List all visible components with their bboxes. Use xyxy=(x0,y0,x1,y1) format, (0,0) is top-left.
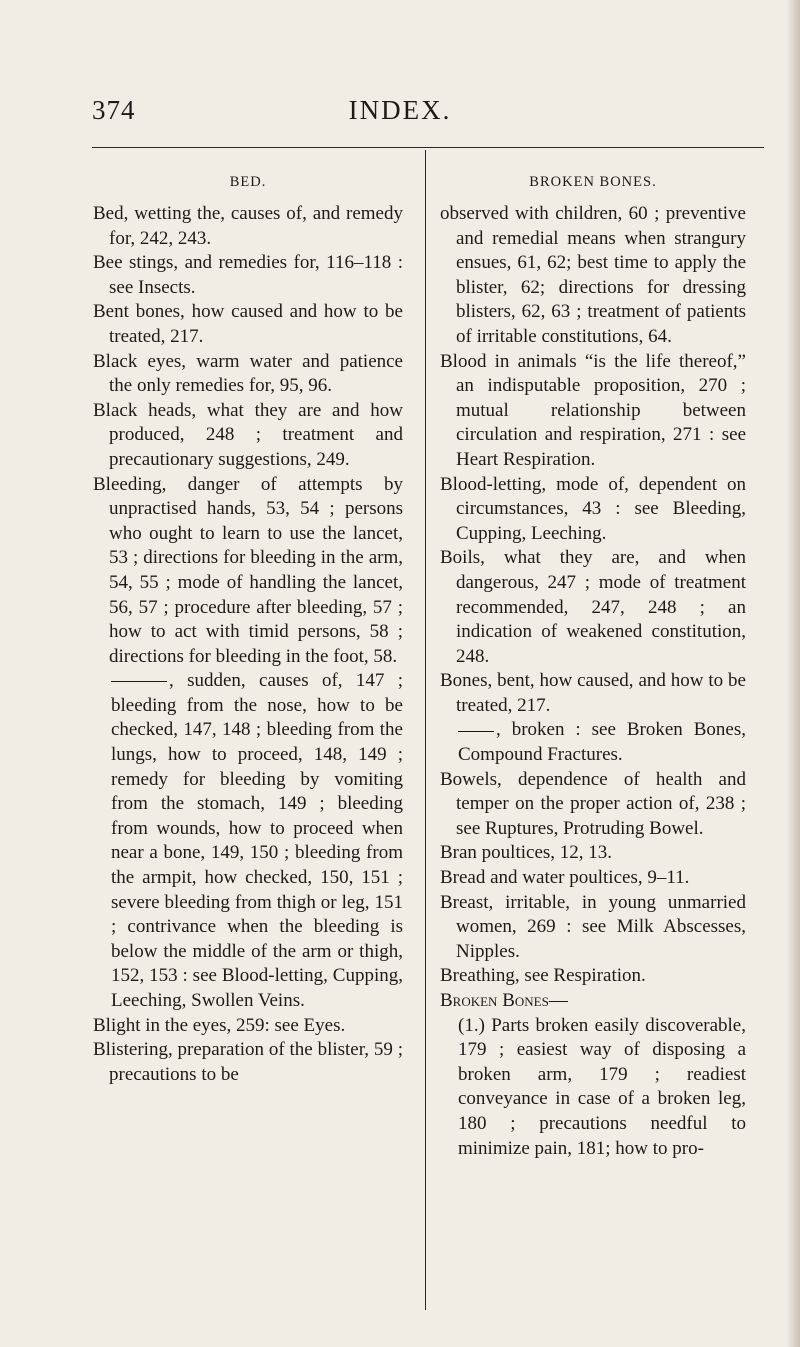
index-entry: Bee stings, and remedies for, 116–118 : see Insects. xyxy=(93,252,403,298)
index-entry: Breast, irritable, in young unmarried women, 269 : see Milk Abscesses, Nipples. xyxy=(440,891,746,962)
left-column xyxy=(93,174,403,1087)
index-subentry xyxy=(440,718,746,767)
subentry-text: , broken : see Broken Bones, Compound Fractures. xyxy=(458,719,746,766)
header-rule xyxy=(92,147,764,148)
index-entry: Bowels, dependence of health and temper on the proper action of, 238 ; see Ruptures, Protruding Bowel. xyxy=(440,768,746,839)
ditto-dash xyxy=(111,681,167,682)
index-entry: Bed, wetting the, causes of, and remedy for, 242, 243. xyxy=(93,203,403,249)
index-entry: observed with children, 60 ; preventive and remedial means when strangury ensues, 61, 62; best time to apply the blister, 62; directions for dressing blisters, 62, 63 ; treatment of patients of irritable constitutions, 64. xyxy=(440,203,746,347)
subentry-text: , sudden, causes of, 147 ; bleeding from the nose, how to be checked, 147, 148 ; bleeding from the lungs, how to proceed, 148, 149 ; remedy for bleeding by vomiting from the stomach, 149 ; bleeding from wounds, how to proceed when near a bone, 149, 150 ; bleeding from the armpit, how checked, 150, 151 ; severe bleeding from thigh or leg, 151 ; contrivance when the bleeding is below the middle of the arm or thigh, 152, 153 : see Blood-letting, Cupping, Leeching, Swollen Veins. xyxy=(111,670,403,1011)
index-subentry: (1.) Parts broken easily discoverable, 179 ; easiest way of disposing a broken arm, 179 ; readiest conveyance in case of a broken leg, 180 ; precautions needful to minimize pain, 181; how to pro- xyxy=(458,1014,746,1159)
page-number: 374 xyxy=(92,95,136,125)
index-entry: Bleeding, danger of attempts by unpractised hands, 53, 54 ; persons who ought to learn to use the lancet, 53 ; directions for bleeding in the arm, 54, 55 ; mode of handling the lancet, 56, 57 ; procedure after bleeding, 57 ; how to act with timid persons, 58 ; directions for bleeding in the foot, 58. xyxy=(93,473,403,667)
index-entry: Bent bones, how caused and how to be treated, 217. xyxy=(93,301,403,347)
index-entry: Blight in the eyes, 259: see Eyes. xyxy=(93,1014,346,1036)
page-title: INDEX. xyxy=(348,95,452,125)
right-column-heading: BROKEN BONES. xyxy=(529,174,657,190)
index-subentry xyxy=(93,669,403,1013)
column-divider xyxy=(425,150,426,1310)
ditto-dash xyxy=(458,731,494,732)
index-entry: Breathing, see Respiration. xyxy=(440,965,646,987)
index-entry: Bran poultices, 12, 13. xyxy=(440,842,613,864)
index-entry: Black heads, what they are and how produced, 248 ; treatment and precautionary suggestions, 249. xyxy=(93,399,403,470)
page-header xyxy=(0,95,800,135)
index-entry: Blood-letting, mode of, dependent on circumstances, 43 : see Bleeding, Cupping, Leeching. xyxy=(440,473,746,544)
index-entry: Boils, what they are, and when dangerous, 247 ; mode of treatment recommended, 247, 248 ; an indication of weakened constitution, 248. xyxy=(440,547,746,667)
index-entry: Black eyes, warm water and patience the only remedies for, 95, 96. xyxy=(93,350,403,397)
index-entry: Blistering, preparation of the blister, 59 ; precautions to be xyxy=(93,1039,403,1085)
page-edge-shadow xyxy=(786,0,800,1347)
index-entry: Blood in animals “is the life thereof,” an indisputable proposition, 270 ; mutual relationship between circulation and respiration, 271 : see Heart Respiration. xyxy=(440,350,746,470)
index-entry: Bread and water poultices, 9–11. xyxy=(440,867,690,889)
index-entry: Bones, bent, how caused, and how to be treated, 217. xyxy=(440,670,746,716)
right-column xyxy=(440,174,746,1161)
index-entry: Broken Bones— xyxy=(440,990,568,1011)
left-column-heading: BED. xyxy=(229,174,267,190)
